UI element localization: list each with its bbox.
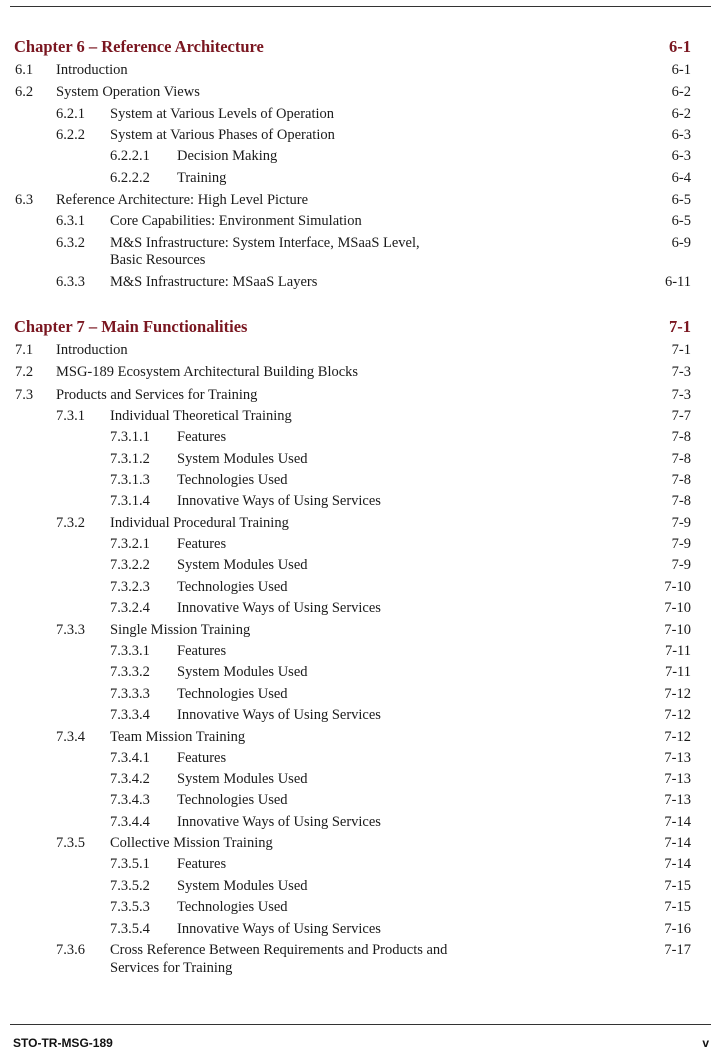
- entry-title: Decision Making: [177, 148, 278, 164]
- entry-page: 6-5: [671, 213, 691, 229]
- entry-title: M&S Infrastructure: MSaaS Layers: [110, 274, 318, 290]
- entry-page: 6-11: [664, 274, 691, 290]
- entry-number: 7.3.1.4: [110, 493, 150, 509]
- entry-title: Features: [177, 856, 227, 872]
- entry-number: 7.3.3: [56, 622, 85, 638]
- entry-page: 7-15: [664, 878, 691, 894]
- entry-number: 7.3.3.1: [110, 643, 150, 659]
- entry-title: Technologies Used: [177, 899, 288, 915]
- entry-title: Reference Architecture: High Level Picture: [56, 192, 309, 208]
- entry-page: 7-10: [664, 622, 691, 638]
- entry-title: Individual Procedural Training: [110, 515, 289, 531]
- entry-page: 7-10: [664, 600, 691, 616]
- entry-number: 7.3.5.2: [110, 878, 150, 894]
- entry-page: 7-13: [664, 750, 691, 766]
- bottom-rule: [10, 1024, 711, 1025]
- entry-page: 7-10: [664, 579, 691, 595]
- entry-title: Collective Mission Training: [110, 835, 273, 851]
- entry-number: 7.3.3.3: [110, 686, 150, 702]
- entry-page: 7-14: [664, 856, 691, 872]
- entry-number: 7.3.6: [56, 942, 85, 958]
- entry-title: System Operation Views: [56, 84, 200, 100]
- entry-title: Technologies Used: [177, 686, 288, 702]
- entry-title: Single Mission Training: [110, 622, 251, 638]
- entry-title: System at Various Levels of Operation: [110, 106, 335, 122]
- entry-title: Products and Services for Training: [56, 387, 258, 403]
- entry-title: Innovative Ways of Using Services: [177, 707, 381, 723]
- entry-title: Introduction: [56, 62, 128, 78]
- entry-number: 7.3.2.3: [110, 579, 150, 595]
- entry-title: System Modules Used: [177, 771, 308, 787]
- entry-number: 7.3.2: [56, 515, 85, 531]
- entry-number: 7.3.4.2: [110, 771, 150, 787]
- entry-number: 6.3.3: [56, 274, 85, 290]
- entry-title: Features: [177, 643, 227, 659]
- entry-number: 7.3.5: [56, 835, 85, 851]
- entry-page: 7-9: [671, 515, 691, 531]
- entry-page: 7-11: [664, 664, 691, 680]
- entry-number: 6.3.2: [56, 235, 85, 251]
- entry-page: 6-2: [671, 84, 691, 100]
- entry-number: 7.3.2.1: [110, 536, 150, 552]
- entry-page: 7-9: [671, 557, 691, 573]
- entry-number: 7.2: [15, 364, 34, 380]
- entry-title: System Modules Used: [177, 664, 308, 680]
- entry-number: 7.3.1.1: [110, 429, 150, 445]
- chapter-page: 6-1: [669, 37, 691, 56]
- entry-title: Features: [177, 536, 227, 552]
- entry-number: 7.3.2.4: [110, 600, 150, 616]
- entry-page: 7-12: [664, 707, 691, 723]
- chapter-title: Chapter 6 – Reference Architecture: [14, 37, 264, 56]
- entry-number: 7.3.2.2: [110, 557, 150, 573]
- entry-page: 7-9: [671, 536, 691, 552]
- entry-page: 6-4: [671, 170, 691, 186]
- entry-title-continued: Services for Training: [110, 960, 233, 976]
- entry-page: 7-7: [671, 408, 691, 424]
- entry-number: 7.3.5.4: [110, 921, 150, 937]
- entry-page: 7-8: [671, 429, 691, 445]
- entry-number: 6.2.2.1: [110, 148, 150, 164]
- footer-document-id: STO-TR-MSG-189: [13, 1036, 113, 1050]
- entry-title: MSG-189 Ecosystem Architectural Building Blocks: [56, 364, 359, 380]
- entry-page: 7-16: [664, 921, 691, 937]
- entry-title: System Modules Used: [177, 557, 308, 573]
- entry-title: Features: [177, 750, 227, 766]
- entry-page: 7-14: [664, 835, 691, 851]
- entry-page: 7-3: [671, 387, 691, 403]
- entry-page: 7-12: [664, 686, 691, 702]
- entry-page: 7-8: [671, 451, 691, 467]
- entry-title: Technologies Used: [177, 792, 288, 808]
- entry-page: 7-3: [671, 364, 691, 380]
- entry-title: Individual Theoretical Training: [110, 408, 292, 424]
- entry-page: 7-13: [664, 792, 691, 808]
- entry-page: 7-15: [664, 899, 691, 915]
- entry-title: System Modules Used: [177, 878, 308, 894]
- entry-number: 6.2: [15, 84, 34, 100]
- entry-page: 6-2: [671, 106, 691, 122]
- entry-title: Cross Reference Between Requirements and Products and: [110, 942, 448, 958]
- entry-number: 7.3.3.4: [110, 707, 150, 723]
- entry-page: 6-9: [671, 235, 691, 251]
- entry-page: 7-14: [664, 814, 691, 830]
- entry-number: 7.3.4.1: [110, 750, 150, 766]
- entry-number: 7.3.4: [56, 729, 85, 745]
- entry-number: 7.3.3.2: [110, 664, 150, 680]
- chapter-page: 7-1: [669, 317, 691, 336]
- entry-number: 7.3.1.2: [110, 451, 150, 467]
- entry-number: 6.1: [15, 62, 34, 78]
- entry-number: 7.3.5.3: [110, 899, 150, 915]
- entry-number: 7.3.5.1: [110, 856, 150, 872]
- entry-title: System at Various Phases of Operation: [110, 127, 335, 143]
- entry-page: 7-12: [664, 729, 691, 745]
- entry-title: Innovative Ways of Using Services: [177, 921, 381, 937]
- entry-title: Innovative Ways of Using Services: [177, 493, 381, 509]
- entry-number: 6.2.2.2: [110, 170, 150, 186]
- entry-title: System Modules Used: [177, 451, 308, 467]
- entry-number: 7.3.1.3: [110, 472, 150, 488]
- chapter-title: Chapter 7 – Main Functionalities: [14, 317, 248, 336]
- entry-page: 7-11: [664, 643, 691, 659]
- entry-title: Core Capabilities: Environment Simulation: [110, 213, 362, 229]
- entry-title: Technologies Used: [177, 579, 288, 595]
- entry-number: 7.3.1: [56, 408, 85, 424]
- entry-title: M&S Infrastructure: System Interface, MSaaS Level,: [110, 235, 420, 251]
- entry-title: Team Mission Training: [110, 729, 246, 745]
- entry-page: 6-1: [671, 62, 691, 78]
- entry-page: 6-5: [671, 192, 691, 208]
- entry-page: 7-1: [671, 342, 691, 358]
- entry-title: Innovative Ways of Using Services: [177, 600, 381, 616]
- entry-title: Innovative Ways of Using Services: [177, 814, 381, 830]
- entry-page: 7-13: [664, 771, 691, 787]
- entry-page: 6-3: [671, 148, 691, 164]
- entry-page: 6-3: [671, 127, 691, 143]
- entry-title: Training: [177, 170, 227, 186]
- entry-page: 7-17: [664, 942, 691, 958]
- top-rule: [10, 6, 711, 7]
- entry-title-continued: Basic Resources: [110, 252, 206, 268]
- entry-number: 7.3.4.4: [110, 814, 150, 830]
- entry-number: 6.2.1: [56, 106, 85, 122]
- entry-number: 7.1: [15, 342, 34, 358]
- entry-page: 7-8: [671, 493, 691, 509]
- entry-title: Introduction: [56, 342, 128, 358]
- entry-number: 6.3: [15, 192, 34, 208]
- entry-page: 7-8: [671, 472, 691, 488]
- entry-number: 7.3: [15, 387, 34, 403]
- footer-page-number: v: [702, 1036, 709, 1050]
- entry-number: 6.2.2: [56, 127, 85, 143]
- entry-number: 6.3.1: [56, 213, 85, 229]
- entry-title: Technologies Used: [177, 472, 288, 488]
- entry-title: Features: [177, 429, 227, 445]
- entry-number: 7.3.4.3: [110, 792, 150, 808]
